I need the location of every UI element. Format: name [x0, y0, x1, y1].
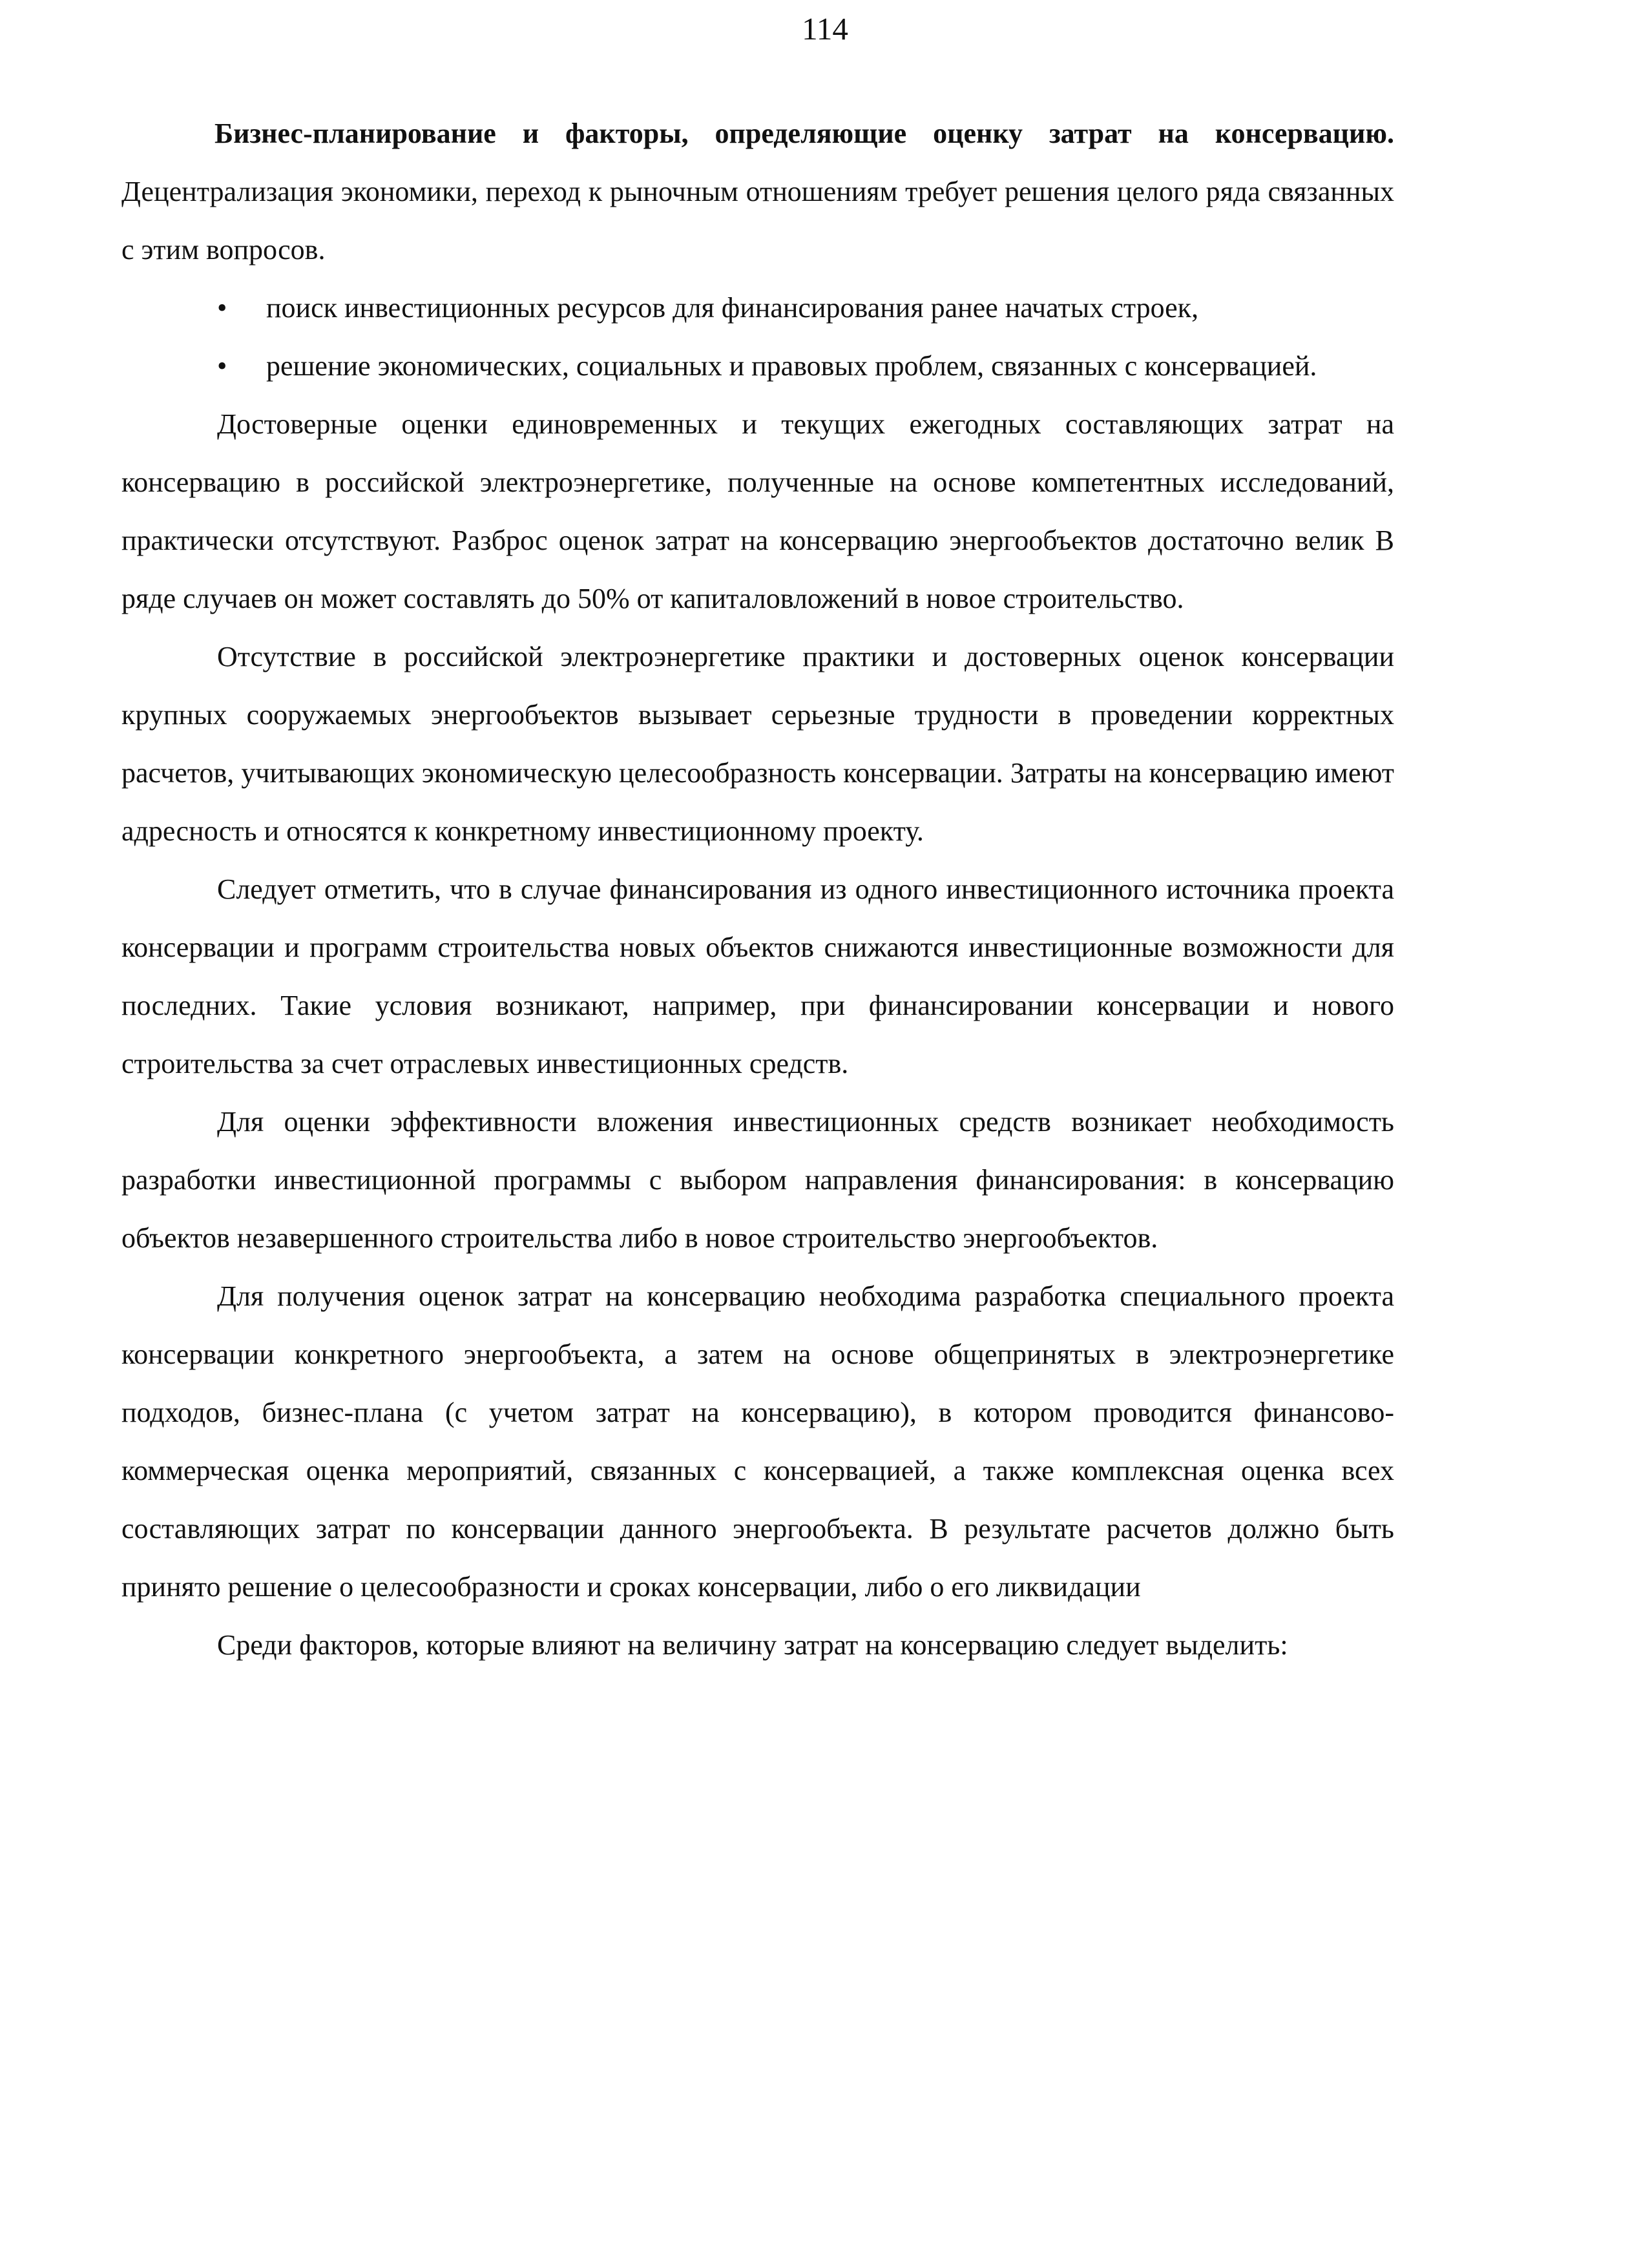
- bullet-list: [121, 279, 1394, 395]
- bullet-icon: •: [217, 350, 227, 382]
- list-item-text: поиск инвестиционных ресурсов для финансирования ранее начатых строек,: [266, 292, 1199, 324]
- paragraph-efficiency: Для оценки эффективности вложения инвестиционных средств возникает необходимость разработки инвестиционной программы с выбором направления финансирования: в консервацию объектов незавершенного строительства либо в новое строительство энергообъектов.: [121, 1106, 1394, 1254]
- paragraph-factors: Среди факторов, которые влияют на величину затрат на консервацию следует выделить:: [217, 1629, 1288, 1661]
- section-heading: Бизнес-планирование и факторы, определяющие оценку затрат на консервацию.: [214, 118, 1394, 149]
- paragraph-project-development: Для получения оценок затрат на консервацию необходима разработка специального проекта консервации конкретного энергообъекта, а затем на основе общепринятых в электроэнергетике подходов, бизнес-плана (с учетом затрат на консервацию), в котором проводится финансово-коммерческая оценка мероприятий, связанных с консервацией, а также комплексная оценка всех составляющих затрат по консервации данного энергообъекта. В результате расчетов должно быть принято решение о целесообразности и сроках консервации, либо о его ликвидации: [121, 1280, 1394, 1603]
- paragraph-lack-of-practice: Отсутствие в российской электроэнергетике практики и достоверных оценок консервации крупных сооружаемых энергообъектов вызывает серьезные трудности в проведении корректных расчетов, учитывающих экономическую целесообразность консервации. Затраты на консервацию имеют адресность и относятся к конкретному инвестиционному проекту.: [121, 641, 1394, 847]
- bullet-icon: •: [217, 292, 227, 324]
- paragraph-financing-source: Следует отметить, что в случае финансирования из одного инвестиционного источника проекта консервации и программ строительства новых объектов снижаются инвестиционные возможности для последних. Такие условия возникают, например, при финансировании консервации и нового строительства за счет отраслевых инвестиционных средств.: [121, 873, 1394, 1079]
- list-item: [217, 337, 1394, 395]
- page-number: 114: [802, 11, 848, 47]
- intro-paragraph: [121, 105, 1394, 279]
- paragraph-estimates: Достоверные оценки единовременных и текущих ежегодных составляющих затрат на консервацию в российской электроэнергетике, полученные на основе компетентных исследований, практически отсутствуют. Разброс оценок затрат на консервацию энергообъектов достаточно велик В ряде случаев он может составлять до 50% от капиталовложений в новое строительство.: [121, 408, 1394, 614]
- list-item-text: решение экономических, социальных и правовых проблем, связанных с консервацией.: [266, 350, 1317, 382]
- document-body: [121, 105, 1394, 1674]
- list-item: [217, 279, 1394, 337]
- intro-text: Децентрализация экономики, переход к рыночным отношениям требует решения целого ряда связанных с этим вопросов.: [121, 176, 1394, 265]
